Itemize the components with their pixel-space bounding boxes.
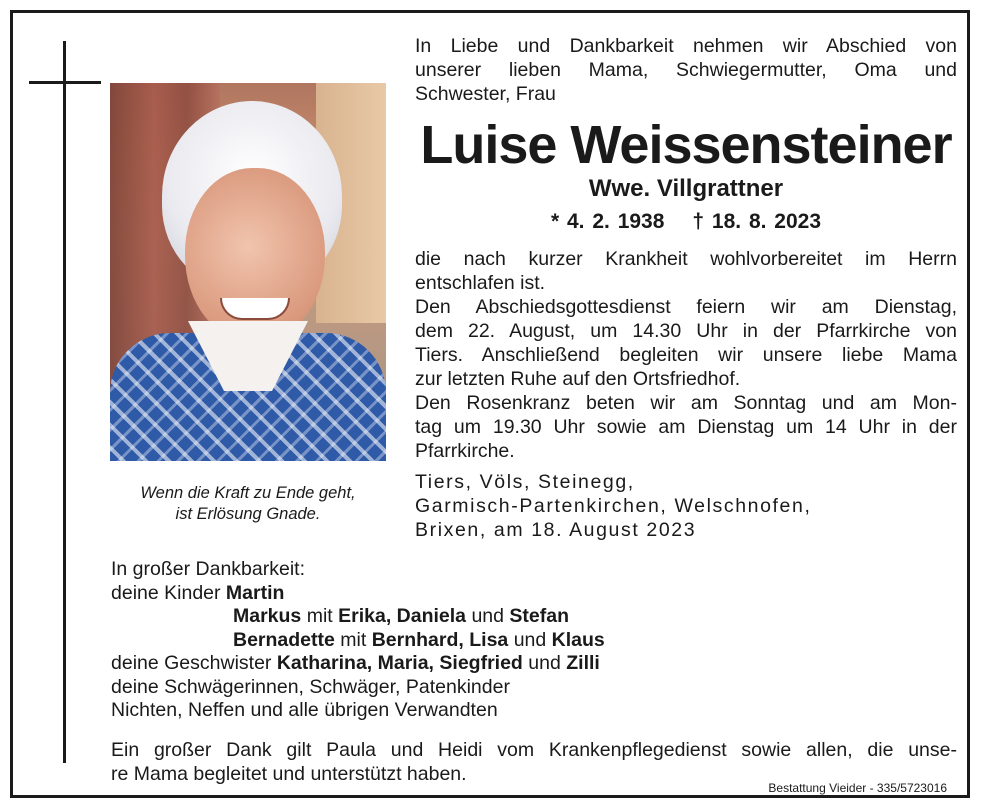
service-details: die nach kurzer Krankheit wohlvorbereitet im Herrn entschlafen ist. Den Abschiedsgottesdienst feiern wir am Dienstag, dem 22. August, um 14.30 Uhr in der Pfarrkirche von Tiers. Anschließend begleiten wir unsere liebe Mama zur letzten Ruhe auf den Ortsfriedhof. Den Rosenkranz beten wir am Sonntag und am Mon- tag um 19.30 Uhr sowie am Dienstag um 14 Uhr in der Pfarrkirche. [415, 248, 957, 462]
cross-icon-vertical [63, 41, 66, 763]
portrait-photo [110, 83, 386, 461]
in-laws-line: deine Schwägerinnen, Schwäger, Patenkinder [111, 675, 510, 698]
birth-date: * 4. 2. 1938 [550, 210, 665, 233]
life-dates [415, 209, 957, 235]
places-and-date: Tiers, Völs, Steinegg, Garmisch-Partenkirchen, Welschnofen, Brixen, am 18. August 2023 [415, 471, 812, 541]
death-date: † 18. 8. 2023 [692, 210, 822, 233]
relatives-line: Nichten, Neffen und alle übrigen Verwandten [111, 699, 498, 721]
funeral-home-credit: Bestattung Vieider - 335/5723016 [768, 781, 947, 795]
deceased-name: Luise Weissensteiner [420, 115, 952, 175]
deceased-maiden-name: Wwe. Villgrattner [588, 175, 784, 202]
child-markus-line: Markus mit Erika, Daniela und Stefan [233, 605, 570, 627]
mourners-list [111, 558, 605, 723]
thanks-note: Ein großer Dank gilt Paula und Heidi vom Krankenpflegedienst sowie allen, die unse- re Mama begleitet und unterstützt haben. [111, 739, 957, 785]
siblings-line: deine Geschwister Katharina, Maria, Siegfried und Zilli [111, 652, 600, 674]
photo-caption: Wenn die Kraft zu Ende geht, ist Erlösung Gnade. [140, 484, 356, 523]
cross-icon-horizontal [29, 81, 101, 84]
mourners-heading: In großer Dankbarkeit: [111, 558, 306, 580]
children-line: deine Kinder Martin [111, 581, 285, 604]
child-bernadette-line: Bernadette mit Bernhard, Lisa und Klaus [233, 628, 605, 651]
obituary-frame [10, 10, 970, 798]
intro-text: In Liebe und Dankbarkeit nehmen wir Abschied von unserer lieben Mama, Schwiegermutter, Oma und Schwester, Frau [415, 35, 957, 105]
